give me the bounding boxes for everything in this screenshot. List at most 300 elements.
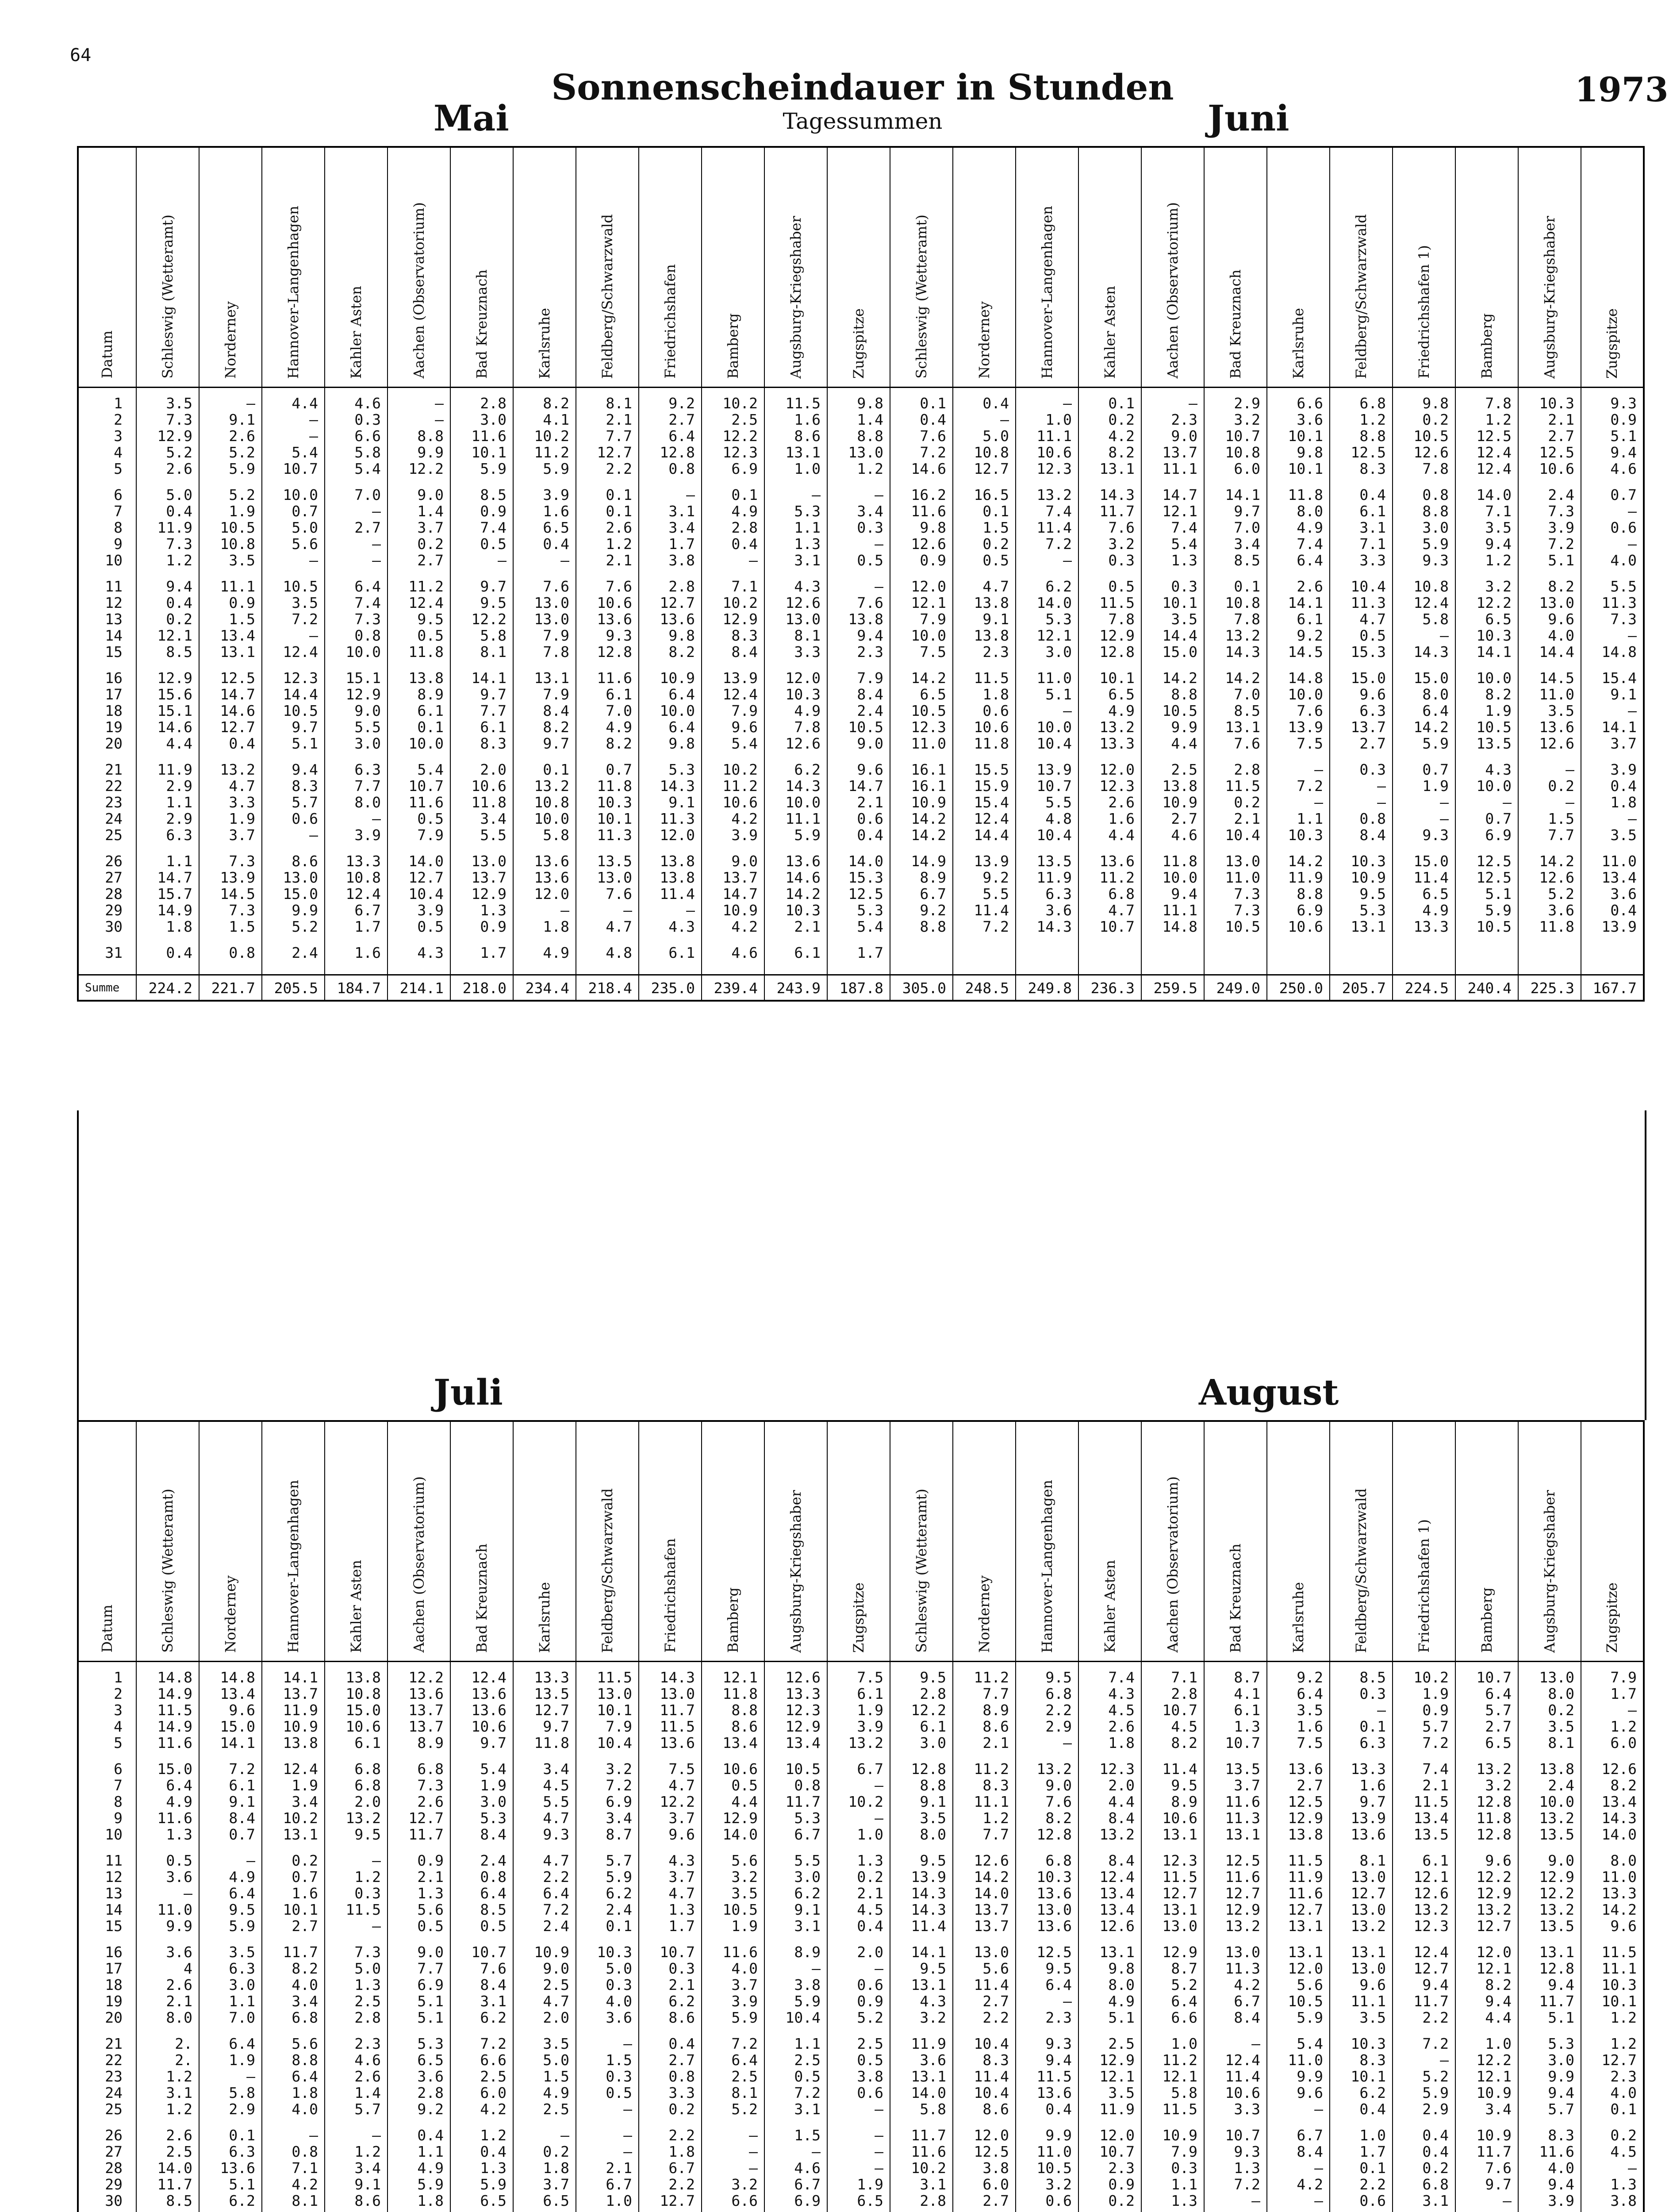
value-cell: 10.2: [702, 761, 764, 778]
value-cell: 8.5: [1330, 1662, 1393, 1686]
value-cell: 12.8: [890, 1761, 953, 1777]
value-cell: [1455, 945, 1518, 975]
spacer-cell: [1141, 568, 1204, 578]
value-cell: 6.5: [513, 519, 576, 536]
value-cell: 15.0: [199, 1718, 262, 1735]
value-cell: 9.1: [764, 1901, 827, 1918]
spacer-cell: [1393, 843, 1455, 853]
value-cell: 6.2: [764, 1885, 827, 1901]
spacer-cell: [78, 1843, 136, 1852]
value-cell: 4.6: [325, 388, 388, 412]
station-name: Norderney: [975, 301, 993, 379]
spacer-cell: [953, 1751, 1016, 1761]
spacer-cell: [1518, 477, 1581, 487]
spacer-cell: [576, 568, 639, 578]
table-row: [78, 519, 1644, 536]
value-cell: 3.0: [1518, 2052, 1581, 2068]
value-cell: 11.2: [1141, 2052, 1204, 2068]
day-cell: 19: [78, 719, 136, 735]
value-cell: 3.4: [1204, 536, 1267, 552]
value-cell: 1.3: [388, 1885, 450, 1901]
value-cell: 6.3: [199, 2143, 262, 2160]
value-cell: 0.5: [764, 2068, 827, 2085]
day-cell: 19: [78, 1993, 136, 2009]
value-cell: 6.7: [764, 2176, 827, 2193]
value-cell: 8.8: [1330, 428, 1393, 444]
spacer-cell: [199, 477, 262, 487]
value-cell: 14.1: [1455, 644, 1518, 660]
value-cell: 12.5: [199, 670, 262, 686]
spacer-cell: [450, 752, 513, 761]
value-cell: 8.5: [136, 644, 199, 660]
spacer-cell: [262, 843, 325, 853]
value-cell: 12.4: [1393, 595, 1455, 611]
value-cell: 9.4: [1581, 444, 1644, 461]
spacer-cell: [764, 752, 827, 761]
value-cell: 2.1: [576, 552, 639, 568]
value-cell: 0.5: [1078, 578, 1141, 595]
value-cell: –: [325, 1918, 388, 1934]
station-name: Augsburg-Kriegshaber: [1541, 1490, 1558, 1653]
value-cell: 15.0: [1393, 670, 1455, 686]
value-cell: 12.7: [513, 1702, 576, 1718]
value-cell: 10.8: [953, 444, 1016, 461]
day-cell: 2: [78, 1686, 136, 1702]
spacer-cell: [1393, 1751, 1455, 1761]
value-cell: –: [1581, 703, 1644, 719]
value-cell: 7.2: [1393, 2035, 1455, 2052]
value-cell: 12.0: [1455, 1944, 1518, 1960]
spacer-cell: [639, 752, 702, 761]
value-cell: 0.5: [953, 552, 1016, 568]
value-cell: 9.3: [1581, 388, 1644, 412]
value-cell: 13.5: [1518, 1918, 1581, 1934]
value-cell: 9.3: [1204, 2143, 1267, 2160]
value-cell: 13.2: [1204, 627, 1267, 644]
value-cell: 4.9: [576, 719, 639, 735]
value-cell: 13.3: [764, 1686, 827, 1702]
value-cell: 13.8: [639, 869, 702, 886]
value-cell: 0.4: [827, 827, 890, 843]
station-header: [513, 1421, 576, 1662]
value-cell: 15.6: [136, 686, 199, 703]
value-cell: 12.6: [1393, 444, 1455, 461]
value-cell: 7.1: [1455, 503, 1518, 519]
table-mai-juni: [77, 146, 1645, 1002]
value-cell: 6.4: [702, 2052, 764, 2068]
value-cell: 6.4: [639, 686, 702, 703]
spacer-cell: [1078, 935, 1141, 945]
value-cell: 1.1: [1267, 810, 1330, 827]
value-cell: 4.7: [513, 1993, 576, 2009]
value-cell: 3.5: [1330, 2009, 1393, 2026]
value-cell: 8.2: [639, 644, 702, 660]
value-cell: 1.8: [1581, 794, 1644, 810]
value-cell: 14.0: [1455, 487, 1518, 503]
spacer-cell: [1393, 1934, 1455, 1944]
value-cell: 0.8: [199, 945, 262, 975]
value-cell: 1.0: [576, 2193, 639, 2209]
spacer-cell: [890, 1934, 953, 1944]
value-cell: 2.7: [262, 1918, 325, 1934]
station-name: Zugspitze: [1604, 1582, 1620, 1653]
spacer-cell: [450, 843, 513, 853]
spacer-cell: [639, 477, 702, 487]
spacer-cell: [1141, 2026, 1204, 2035]
value-cell: 5.6: [262, 2035, 325, 2052]
value-cell: 9.8: [1267, 444, 1330, 461]
value-cell: 1.2: [325, 2143, 388, 2160]
value-cell: 7.6: [576, 578, 639, 595]
value-cell: 10.7: [262, 461, 325, 477]
spacer-cell: [388, 2117, 450, 2127]
value-cell: 11.7: [136, 2176, 199, 2193]
group-spacer: [78, 1843, 1644, 1852]
value-cell: 3.0: [1016, 644, 1078, 660]
spacer-cell: [764, 1843, 827, 1852]
value-cell: 12.2: [639, 1793, 702, 1810]
value-cell: 3.6: [388, 2068, 450, 2085]
value-cell: 11.8: [1267, 487, 1330, 503]
value-cell: 11.0: [1204, 869, 1267, 886]
value-cell: 12.7: [953, 461, 1016, 477]
value-cell: 11.0: [1581, 853, 1644, 869]
table-row: [78, 2085, 1644, 2101]
value-cell: 12.6: [764, 735, 827, 752]
value-cell: 11.5: [639, 1718, 702, 1735]
value-cell: 3.8: [953, 2160, 1016, 2176]
value-cell: 10.1: [1078, 670, 1141, 686]
value-cell: 3.1: [450, 1993, 513, 2009]
value-cell: 8.0: [1393, 686, 1455, 703]
value-cell: 4.3: [639, 1852, 702, 1869]
value-cell: 5.4: [388, 761, 450, 778]
day-cell: 1: [78, 388, 136, 412]
value-cell: 14.8: [1267, 670, 1330, 686]
value-cell: 2.0: [1078, 1777, 1141, 1793]
day-cell: 22: [78, 2052, 136, 2068]
value-cell: 10.9: [639, 670, 702, 686]
value-cell: 5.5: [953, 886, 1016, 902]
spacer-cell: [1330, 935, 1393, 945]
station-header: [953, 1421, 1016, 1662]
value-cell: 10.8: [199, 536, 262, 552]
table-row: [78, 578, 1644, 595]
value-cell: 1.3: [325, 1977, 388, 1993]
value-cell: 13.4: [1581, 869, 1644, 886]
value-cell: 5.1: [1016, 686, 1078, 703]
value-cell: 8.2: [1078, 444, 1141, 461]
spacer-cell: [513, 477, 576, 487]
spacer-cell: [953, 1934, 1016, 1944]
value-cell: 6.5: [450, 2193, 513, 2209]
value-cell: 11.4: [890, 1918, 953, 1934]
spacer-cell: [513, 1934, 576, 1944]
value-cell: 13.8: [388, 670, 450, 686]
spacer-cell: [1141, 477, 1204, 487]
value-cell: 2.6: [1078, 794, 1141, 810]
table-row: [78, 853, 1644, 869]
spacer-cell: [136, 568, 199, 578]
value-cell: 12.9: [136, 670, 199, 686]
value-cell: –: [827, 1777, 890, 1793]
value-cell: 14.2: [890, 670, 953, 686]
value-cell: 6.4: [199, 1885, 262, 1901]
value-cell: 5.3: [764, 503, 827, 519]
value-cell: 1.1: [136, 853, 199, 869]
value-cell: 1.9: [450, 1777, 513, 1793]
table-row: [78, 2143, 1644, 2160]
station-header: [1393, 147, 1455, 388]
sum-cell: 259.5: [1141, 975, 1204, 1001]
value-cell: 12.0: [764, 670, 827, 686]
value-cell: 1.8: [262, 2085, 325, 2101]
value-cell: 0.2: [1518, 1702, 1581, 1718]
value-cell: 13.6: [639, 1735, 702, 1751]
day-cell: 1: [78, 1662, 136, 1686]
value-cell: 12.3: [702, 444, 764, 461]
value-cell: 5.4: [1267, 2035, 1330, 2052]
day-cell: 10: [78, 552, 136, 568]
value-cell: 0.5: [136, 1852, 199, 1869]
spacer-cell: [576, 1843, 639, 1852]
value-cell: 10.9: [1455, 2085, 1518, 2101]
value-cell: 7.9: [890, 611, 953, 627]
value-cell: 0.5: [388, 1918, 450, 1934]
value-cell: 9.8: [1393, 388, 1455, 412]
value-cell: –: [827, 487, 890, 503]
value-cell: 11.4: [953, 1977, 1016, 1993]
spacer-cell: [262, 477, 325, 487]
value-cell: 6.1: [199, 1777, 262, 1793]
value-cell: 1.5: [199, 918, 262, 935]
value-cell: 0.5: [576, 2085, 639, 2101]
table-row: [78, 2009, 1644, 2026]
value-cell: 12.3: [262, 670, 325, 686]
value-cell: 6.3: [1330, 703, 1393, 719]
value-cell: 14.6: [890, 461, 953, 477]
value-cell: 10.5: [262, 578, 325, 595]
value-cell: 14.9: [136, 1718, 199, 1735]
value-cell: 10.3: [1330, 853, 1393, 869]
value-cell: 4.7: [513, 1810, 576, 1826]
day-cell: 31: [78, 945, 136, 975]
value-cell: 6.7: [576, 2176, 639, 2193]
value-cell: 0.9: [1393, 1702, 1455, 1718]
value-cell: 2.0: [450, 761, 513, 778]
value-cell: 13.8: [953, 627, 1016, 644]
spacer-cell: [1330, 2117, 1393, 2127]
value-cell: 10.9: [1141, 794, 1204, 810]
value-cell: 6.6: [450, 2052, 513, 2068]
value-cell: 1.1: [199, 1993, 262, 2009]
value-cell: 1.5: [764, 2127, 827, 2143]
station-name: Norderney: [222, 301, 239, 379]
value-cell: 11.8: [450, 794, 513, 810]
value-cell: 2.3: [827, 644, 890, 660]
spacer-cell: [702, 752, 764, 761]
value-cell: –: [388, 411, 450, 428]
page-number: 64: [70, 45, 92, 65]
value-cell: 3.1: [764, 2101, 827, 2117]
table-row: [78, 461, 1644, 477]
value-cell: 14.3: [890, 1901, 953, 1918]
value-cell: 12.8: [1518, 1960, 1581, 1977]
value-cell: 4.9: [1393, 902, 1455, 918]
value-cell: 0.4: [1581, 902, 1644, 918]
value-cell: 1.3: [1204, 1718, 1267, 1735]
value-cell: 3.7: [639, 1869, 702, 1885]
value-cell: 1.3: [136, 1826, 199, 1843]
value-cell: 13.2: [1204, 1918, 1267, 1934]
value-cell: 11.2: [1078, 869, 1141, 886]
day-cell: 13: [78, 1885, 136, 1901]
spacer-cell: [764, 477, 827, 487]
value-cell: 11.1: [1141, 902, 1204, 918]
spacer-cell: [639, 1751, 702, 1761]
value-cell: –: [513, 2127, 576, 2143]
value-cell: 16.1: [890, 778, 953, 794]
value-cell: 0.7: [199, 1826, 262, 1843]
spacer-cell: [450, 2209, 513, 2212]
value-cell: 9.6: [199, 1702, 262, 1718]
value-cell: 9.6: [1455, 1852, 1518, 1869]
value-cell: 1.3: [1141, 552, 1204, 568]
value-cell: 3.9: [1518, 519, 1581, 536]
value-cell: 10.9: [1141, 2127, 1204, 2143]
value-cell: 2.5: [450, 2068, 513, 2085]
value-cell: 8.4: [513, 703, 576, 719]
spacer-cell: [513, 660, 576, 670]
value-cell: 2.7: [1141, 810, 1204, 827]
value-cell: 10.9: [1330, 869, 1393, 886]
value-cell: 13.0: [1518, 1662, 1581, 1686]
value-cell: 0.8: [639, 461, 702, 477]
station-header: [1141, 147, 1204, 388]
station-header: [388, 147, 450, 388]
header-label: Datum: [99, 1605, 115, 1653]
value-cell: 11.6: [576, 670, 639, 686]
day-cell: 2: [78, 411, 136, 428]
station-header: [450, 1421, 513, 1662]
value-cell: 7.1: [702, 578, 764, 595]
value-cell: 12.2: [388, 461, 450, 477]
value-cell: 4.9: [764, 703, 827, 719]
spacer-cell: [890, 660, 953, 670]
value-cell: 6.8: [325, 1777, 388, 1793]
value-cell: 0.2: [953, 536, 1016, 552]
day-cell: 15: [78, 1918, 136, 1934]
value-cell: 8.4: [1330, 827, 1393, 843]
value-cell: 0.4: [136, 503, 199, 519]
value-cell: 5.9: [1455, 902, 1518, 918]
value-cell: 10.5: [1016, 2160, 1078, 2176]
value-cell: 1.2: [1455, 411, 1518, 428]
value-cell: –: [1455, 794, 1518, 810]
spacer-cell: [1204, 935, 1267, 945]
value-cell: 7.3: [136, 536, 199, 552]
spacer-cell: [388, 568, 450, 578]
spacer-cell: [388, 935, 450, 945]
value-cell: 6.3: [136, 827, 199, 843]
value-cell: 0.4: [199, 735, 262, 752]
value-cell: 14.0: [890, 2085, 953, 2101]
value-cell: 11.8: [702, 1686, 764, 1702]
value-cell: 3.2: [576, 1761, 639, 1777]
value-cell: 13.6: [639, 611, 702, 627]
value-cell: 13.2: [1016, 1761, 1078, 1777]
value-cell: 12.9: [1078, 627, 1141, 644]
value-cell: 8.6: [702, 1718, 764, 1735]
value-cell: 4.0: [1518, 2160, 1581, 2176]
station-name: Karlsruhe: [1289, 307, 1307, 379]
value-cell: 6.9: [1455, 827, 1518, 843]
value-cell: 11.9: [1016, 869, 1078, 886]
spacer-cell: [1330, 2026, 1393, 2035]
value-cell: 1.7: [450, 945, 513, 975]
value-cell: 0.7: [1455, 810, 1518, 827]
value-cell: 12.7: [199, 719, 262, 735]
value-cell: 11.1: [1330, 1993, 1393, 2009]
value-cell: 9.7: [262, 719, 325, 735]
value-cell: 10.8: [513, 794, 576, 810]
value-cell: 1.4: [388, 503, 450, 519]
spacer-cell: [1204, 477, 1267, 487]
value-cell: 4.1: [1204, 1686, 1267, 1702]
value-cell: 1.9: [827, 1702, 890, 1718]
value-cell: 4.3: [1455, 761, 1518, 778]
table-row: [78, 536, 1644, 552]
value-cell: 15.4: [1581, 670, 1644, 686]
value-cell: 5.5: [513, 1793, 576, 1810]
spacer-cell: [1016, 1934, 1078, 1944]
value-cell: 11.4: [1016, 519, 1078, 536]
day-cell: 5: [78, 1735, 136, 1751]
value-cell: 7.9: [827, 670, 890, 686]
value-cell: 2.2: [1330, 2176, 1393, 2193]
value-cell: 6.2: [576, 1885, 639, 1901]
spacer-cell: [1581, 568, 1644, 578]
value-cell: –: [1267, 794, 1330, 810]
station-name: Augsburg-Kriegshaber: [1541, 216, 1558, 379]
day-cell: 8: [78, 1793, 136, 1810]
value-cell: –: [702, 552, 764, 568]
value-cell: 15.3: [1330, 644, 1393, 660]
table-row: [78, 2052, 1644, 2068]
station-header: [1455, 147, 1518, 388]
spacer-cell: [78, 1751, 136, 1761]
value-cell: 11.5: [1016, 2068, 1078, 2085]
value-cell: 1.3: [639, 1901, 702, 1918]
value-cell: 13.2: [1330, 1918, 1393, 1934]
value-cell: –: [576, 2035, 639, 2052]
value-cell: 9.0: [388, 487, 450, 503]
value-cell: 3.5: [1078, 2085, 1141, 2101]
value-cell: 1.0: [1016, 411, 1078, 428]
value-cell: 8.3: [262, 778, 325, 794]
value-cell: 14.1: [262, 1662, 325, 1686]
station-header: [1455, 1421, 1518, 1662]
value-cell: 13.0: [1016, 1901, 1078, 1918]
value-cell: 6.2: [764, 761, 827, 778]
value-cell: 10.0: [1141, 869, 1204, 886]
value-cell: 2.7: [1330, 735, 1393, 752]
table-row: [78, 2193, 1644, 2209]
spacer-cell: [199, 843, 262, 853]
value-cell: 12.0: [890, 578, 953, 595]
value-cell: 1.8: [513, 918, 576, 935]
station-name: Kahler Asten: [1101, 285, 1118, 379]
